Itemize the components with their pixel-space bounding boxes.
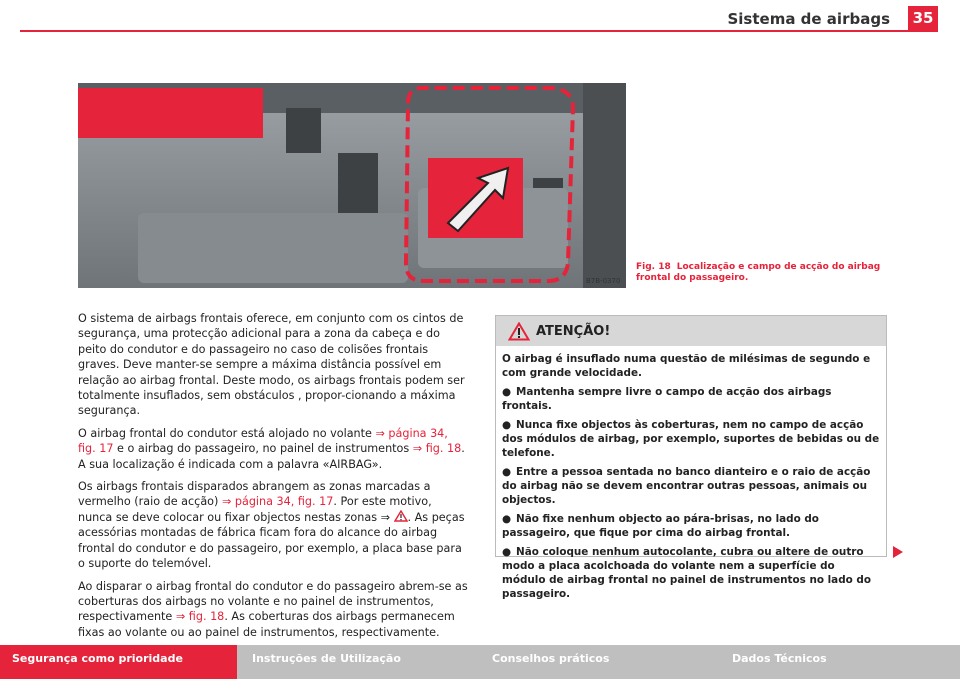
tab-instrucoes[interactable]: Instruções de Utilização bbox=[240, 645, 477, 679]
bullet-icon: ● bbox=[502, 466, 512, 478]
text-segment: . Por este motivo, nunca se deve colocar ou fixar objectos nestas zonas ⇒ bbox=[78, 495, 432, 524]
text-segment: . As coberturas dos airbags permanecem fixas ao volante ou ao painel de instrumentos, respectivamente. bbox=[78, 610, 455, 639]
caption-label: Fig. 18 bbox=[636, 262, 671, 272]
warning-item-text: Mantenha sempre livre o campo de acção dos airbags frontais. bbox=[502, 386, 832, 412]
page-header-title: Sistema de airbags bbox=[727, 10, 890, 28]
body-text bbox=[78, 311, 468, 647]
warning-triangle-icon bbox=[508, 322, 530, 341]
warning-item bbox=[502, 418, 880, 460]
page-number: 35 bbox=[908, 6, 938, 30]
tab-seguranca[interactable]: Segurança como prioridade bbox=[0, 645, 237, 679]
text-segment: O airbag frontal do condutor está alojado no volante bbox=[78, 426, 376, 440]
warning-header bbox=[496, 316, 886, 346]
airbag-figure bbox=[78, 83, 626, 288]
text-segment: . As peças acessórias montadas de fábrica ficam fora do alcance do airbag frontal do condutor e do passageiro, por exemplo, a placa base para o suporte do telemóvel. bbox=[78, 510, 465, 571]
vent-icon bbox=[286, 108, 321, 153]
warning-intro: O airbag é insuflado numa questão de milésimas de segundo e com grande velocidade. bbox=[502, 353, 871, 379]
dashboard-illustration bbox=[78, 83, 626, 288]
warning-body bbox=[496, 346, 886, 612]
figure-caption bbox=[636, 262, 916, 284]
warning-item-text: Não coloque nenhum autocolante, cubra ou altere de outro modo a placa acolchoada do volante nem a superfície do módulo de airbag frontal no painel de instrumentos no lado do passageiro. bbox=[502, 546, 871, 600]
link-fig18[interactable]: ⇒ fig. 18 bbox=[412, 442, 462, 456]
link-page34-fig17[interactable]: ⇒ página 34, fig. 17 bbox=[221, 495, 334, 509]
airbag-zone-left bbox=[78, 88, 263, 138]
text-segment: e o airbag do passageiro, no painel de instrumentos bbox=[113, 442, 413, 456]
bullet-icon: ● bbox=[502, 546, 512, 558]
warning-box bbox=[495, 315, 887, 600]
warning-item-text: Entre a pessoa sentada no banco dianteiro e o raio de acção do airbag não se devem encontrar outras pessoas, animais ou objectos. bbox=[502, 466, 871, 506]
body-paragraph-3 bbox=[78, 479, 468, 571]
continue-arrow-icon[interactable] bbox=[892, 545, 904, 559]
text-segment: . A sua localização é indicada com a palavra «AIRBAG». bbox=[78, 442, 465, 471]
warning-icon[interactable] bbox=[394, 510, 408, 522]
warning-item bbox=[502, 545, 880, 601]
header-divider bbox=[20, 30, 938, 32]
figure-code: B7B-0370 bbox=[586, 277, 621, 285]
warning-item-text: Nunca fixe objectos às coberturas, nem no campo de acção dos módulos de airbag, por exemplo, suportes de bebidas ou de telefone. bbox=[502, 419, 880, 459]
link-page34-fig17[interactable]: ⇒ página 34, fig. 17 bbox=[78, 426, 448, 456]
glovebox bbox=[138, 213, 408, 283]
text-segment: Os airbags frontais disparados abrangem as zonas marcadas a vermelho (raio de acção) bbox=[78, 480, 431, 509]
vent-icon bbox=[338, 153, 378, 213]
body-paragraph-1: O sistema de airbags frontais oferece, em conjunto com os cintos de segurança, uma protecção adicional para a zona da cabeça e do peito do condutor e do passageiro no caso de colisões frontais graves. Deve manter-se sempre a máxima distância possível em relação ao airbag frontal. Deste modo, os airbags frontais podem ser totalmente insuflados, sem obstáculos , propor-cionando a máxima segurança. bbox=[78, 312, 465, 418]
door-pillar bbox=[583, 83, 626, 288]
body-paragraph-2 bbox=[78, 426, 468, 472]
tab-dados-tecnicos[interactable]: Dados Técnicos bbox=[720, 645, 957, 679]
warning-item bbox=[502, 465, 880, 507]
warning-item bbox=[502, 512, 880, 540]
warning-item bbox=[502, 385, 880, 413]
warning-item-text: Não fixe nenhum objecto ao pára-brisas, no lado do passageiro, que fique por cima do airbag frontal. bbox=[502, 513, 819, 539]
bullet-icon: ● bbox=[502, 419, 512, 431]
bullet-icon: ● bbox=[502, 386, 512, 398]
text-segment: Ao disparar o airbag frontal do condutor e do passageiro abrem-se as coberturas dos airbags no volante e no painel de instrumentos, respectivamente bbox=[78, 579, 468, 624]
link-fig18[interactable]: ⇒ fig. 18 bbox=[175, 610, 225, 624]
bullet-icon: ● bbox=[502, 513, 512, 525]
caption-text: Localização e campo de acção do airbag frontal do passageiro. bbox=[636, 262, 881, 283]
warning-title: ATENÇÃO! bbox=[536, 324, 611, 339]
body-paragraph-4 bbox=[78, 579, 468, 641]
tab-conselhos[interactable]: Conselhos práticos bbox=[480, 645, 717, 679]
